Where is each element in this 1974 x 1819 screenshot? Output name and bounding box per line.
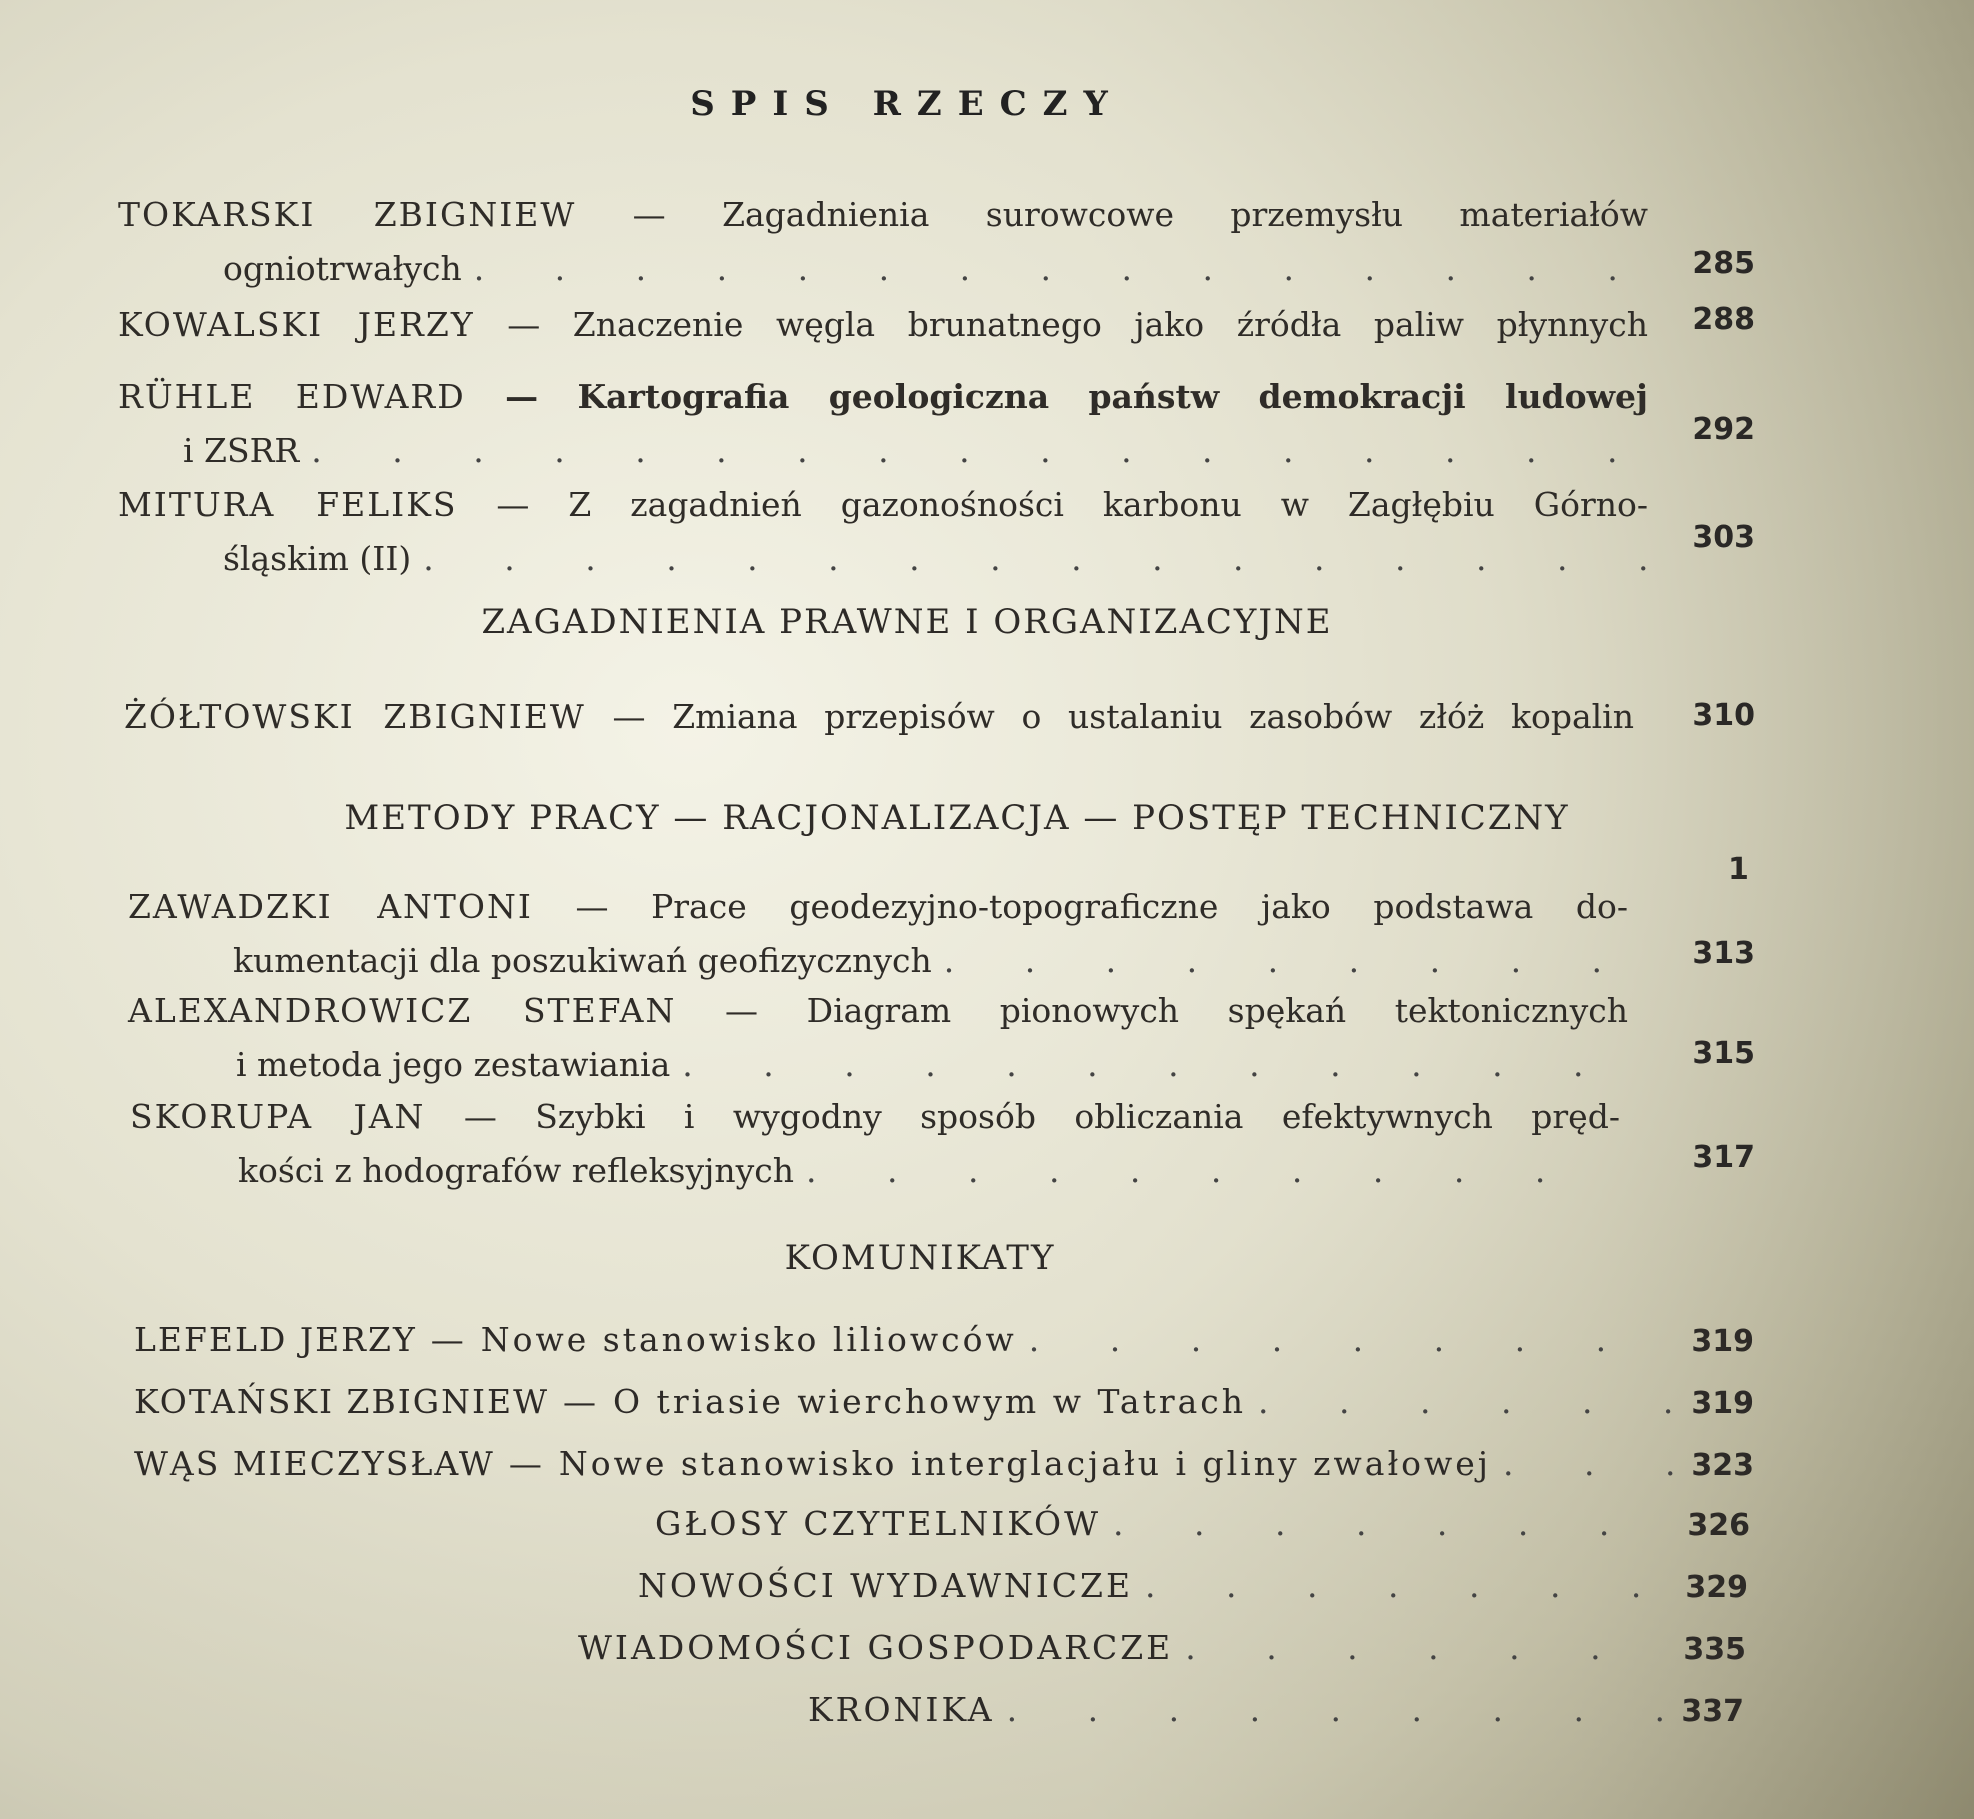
page-number: 310 <box>1692 698 1755 733</box>
entry-title: O triasie wierchowym w Tatrach <box>613 1382 1247 1421</box>
toc-entry <box>655 1504 1750 1543</box>
entry-line <box>118 478 1648 532</box>
entry-line <box>130 1090 1620 1144</box>
page-number: 317 <box>1692 1140 1755 1175</box>
leader-dots <box>1029 1320 1680 1359</box>
toc-entry <box>638 1566 1748 1605</box>
entry-line <box>118 532 1658 586</box>
page-number: 292 <box>1692 412 1755 447</box>
entry-author: LEFELD JERZY <box>134 1320 417 1359</box>
section-heading: METODY PRACY — RACJONALIZACJA — POSTĘP TECHNICZNY <box>344 798 1570 838</box>
entry-author: RÜHLE EDWARD <box>118 377 466 416</box>
entry-title: Kartografia geologiczna państw demokracji ludowej <box>577 377 1648 416</box>
dash: — <box>563 1382 600 1421</box>
entry-line <box>118 298 1648 352</box>
entry-author: ALEXANDROWICZ STEFAN <box>128 991 677 1030</box>
leader-dots <box>474 242 1646 296</box>
toc-entry <box>134 1382 1754 1421</box>
entry-author: WĄS MIECZYSŁAW <box>134 1444 495 1483</box>
leader-dots <box>1258 1382 1679 1421</box>
dash: — <box>496 485 530 524</box>
entry-title-cont: ogniotrwałych <box>223 249 462 288</box>
leader-dots <box>944 934 1626 988</box>
dash: — <box>575 887 609 926</box>
toc-entry <box>128 984 1638 1092</box>
leader-dots <box>1503 1444 1679 1483</box>
leader-dots <box>806 1144 1618 1198</box>
entry-title-cont: kumentacji dla poszukiwań geofizycznych <box>233 941 932 980</box>
entry-author: ŻÓŁTOWSKI ZBIGNIEW <box>124 697 586 736</box>
page-number: 315 <box>1692 1036 1755 1071</box>
page-number: 323 <box>1691 1448 1754 1483</box>
section-label: GŁOSY CZYTELNIKÓW <box>655 1504 1102 1543</box>
entry-line <box>128 1038 1638 1092</box>
dash: — <box>632 195 666 234</box>
entry-title: Nowe stanowisko liliowców <box>480 1320 1017 1359</box>
page-number: 288 <box>1692 302 1755 337</box>
dash: — <box>430 1320 467 1359</box>
page-number: 329 <box>1685 1570 1748 1605</box>
section-heading: KOMUNIKATY <box>784 1238 1056 1278</box>
toc-entry <box>118 188 1658 296</box>
toc-entry <box>118 370 1658 478</box>
entry-title: Diagram pionowych spękań tektonicznych <box>806 991 1628 1030</box>
entry-line <box>118 188 1648 242</box>
leader-dots <box>1113 1504 1675 1543</box>
toc-entry <box>118 478 1658 586</box>
toc-entry <box>130 1090 1630 1198</box>
toc-entry <box>128 880 1638 988</box>
entry-line <box>130 1144 1630 1198</box>
entry-title: Zagadnienia surowcowe przemysłu materiałów <box>722 195 1649 234</box>
entry-line <box>128 934 1638 988</box>
entry-title: Znaczenie węgla brunatnego jako źródła paliw płynnych <box>572 305 1648 344</box>
page-number: 319 <box>1691 1386 1754 1421</box>
page-number: 285 <box>1692 246 1755 281</box>
section-heading: ZAGADNIENIA PRAWNE I ORGANIZACYJNE <box>481 602 1333 642</box>
leader-dots <box>1007 1690 1670 1729</box>
section-label: NOWOŚCI WYDAWNICZE <box>638 1566 1134 1605</box>
toc-entry <box>124 690 1644 744</box>
entry-line <box>118 424 1658 478</box>
leader-dots <box>423 532 1646 586</box>
dash: — <box>508 1444 545 1483</box>
leader-dots <box>682 1038 1626 1092</box>
entry-author: MITURA FELIKS <box>118 485 458 524</box>
page-title: SPIS RZECZY <box>690 84 1124 124</box>
entry-author: TOKARSKI ZBIGNIEW <box>118 195 577 234</box>
entry-line <box>118 370 1648 424</box>
toc-entry <box>134 1320 1754 1359</box>
entry-title: Szybki i wygodny sposób obliczania efektywnych pręd- <box>535 1097 1620 1136</box>
dash: — <box>463 1097 497 1136</box>
toc-entry <box>134 1444 1754 1483</box>
entry-line <box>128 880 1628 934</box>
entry-title: Nowe stanowisko interglacjału i gliny zwałowej <box>558 1444 1492 1483</box>
page-number: 313 <box>1692 936 1755 971</box>
entry-title-cont: śląskim (II) <box>223 539 412 578</box>
margin-mark: 1 <box>1728 852 1749 887</box>
section-label: KRONIKA <box>808 1690 995 1729</box>
leader-dots <box>311 424 1646 478</box>
dash: — <box>505 377 539 416</box>
page-number: 319 <box>1691 1324 1754 1359</box>
dash: — <box>725 991 758 1030</box>
dash: — <box>507 305 541 344</box>
dash: — <box>612 697 646 736</box>
entry-title: Zmiana przepisów o ustalaniu zasobów złóż kopalin <box>672 697 1634 736</box>
entry-title: Prace geodezyjno-topograficzne jako podstawa do- <box>651 887 1628 926</box>
entry-author: SKORUPA JAN <box>130 1097 426 1136</box>
toc-entry <box>808 1690 1744 1729</box>
entry-author: ZAWADZKI ANTONI <box>128 887 533 926</box>
entry-title: Z zagadnień gazonośności karbonu w Zagłębiu Górno- <box>568 485 1648 524</box>
toc-entry <box>578 1628 1746 1667</box>
page-number: 326 <box>1687 1508 1750 1543</box>
page-number: 337 <box>1681 1694 1744 1729</box>
page-number: 335 <box>1683 1632 1746 1667</box>
leader-dots <box>1185 1628 1671 1667</box>
entry-line <box>118 242 1658 296</box>
entry-author: KOTAŃSKI ZBIGNIEW <box>134 1382 550 1421</box>
leader-dots <box>1145 1566 1673 1605</box>
entry-author: KOWALSKI JERZY <box>118 305 475 344</box>
entry-title-cont: kości z hodografów refleksyjnych <box>238 1151 794 1190</box>
entry-title-cont: i metoda jego zestawiania <box>236 1045 671 1084</box>
page-number: 303 <box>1692 520 1755 555</box>
entry-line <box>128 984 1628 1038</box>
section-label: WIADOMOŚCI GOSPODARCZE <box>578 1628 1174 1667</box>
entry-line <box>124 690 1634 744</box>
toc-entry <box>118 298 1658 352</box>
entry-title-cont: i ZSRR <box>183 431 300 470</box>
